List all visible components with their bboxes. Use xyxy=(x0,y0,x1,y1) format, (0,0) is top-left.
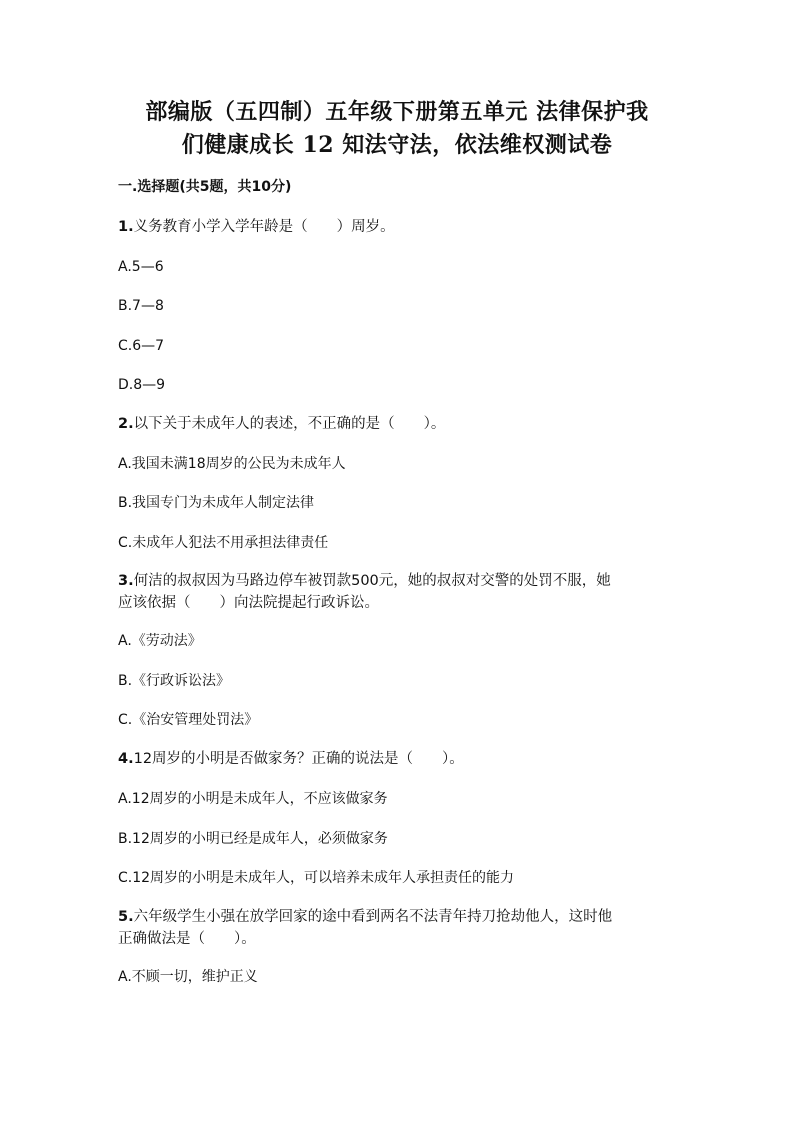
question-2-option-b: B.我国专门为未成年人制定法律 xyxy=(118,495,315,511)
question-text-line-1: 何洁的叔叔因为马路边停车被罚款500元，她的叔叔对交警的处罚不服，她 xyxy=(133,573,611,589)
section-heading: 一.选择题(共5题，共10分) xyxy=(118,179,292,195)
question-number: 3. xyxy=(118,573,134,589)
question-number: 2. xyxy=(118,416,134,432)
question-text: 义务教育小学入学年龄是（ ）周岁。 xyxy=(133,219,395,235)
question-2-option-c: C.未成年人犯法不用承担法律责任 xyxy=(118,535,329,551)
question-4-option-c: C.12周岁的小明是未成年人，可以培养未成年人承担责任的能力 xyxy=(118,870,515,886)
question-3-option-a: A.《劳动法》 xyxy=(118,633,202,649)
question-text-line-1: 六年级学生小强在放学回家的途中看到两名不法青年持刀抢劫他人，这时他 xyxy=(133,909,613,925)
question-1 xyxy=(118,216,395,238)
question-text: 以下关于未成年人的表述，不正确的是（ ）。 xyxy=(133,416,446,432)
question-4 xyxy=(118,748,464,770)
question-number: 5. xyxy=(118,909,134,925)
question-5-option-a: A.不顾一切，维护正义 xyxy=(118,969,258,985)
question-3-line-2: 应该依据（ ）向法院提起行政诉讼。 xyxy=(118,595,379,611)
page-title-line-2: 们健康成长 12 知法守法，依法维权测试卷 xyxy=(181,132,613,158)
question-number: 1. xyxy=(118,219,134,235)
question-5-line-2: 正确做法是（ ）。 xyxy=(118,931,256,947)
question-2-option-a: A.我国未满18周岁的公民为未成年人 xyxy=(118,456,346,472)
question-4-option-b: B.12周岁的小明已经是成年人，必须做家务 xyxy=(118,831,388,847)
question-3-option-c: C.《治安管理处罚法》 xyxy=(118,712,259,728)
question-4-option-a: A.12周岁的小明是未成年人，不应该做家务 xyxy=(118,791,388,807)
question-5 xyxy=(118,906,612,928)
page-title-line-1: 部编版（五四制）五年级下册第五单元 法律保护我 xyxy=(145,99,649,125)
question-1-option-c: C.6—7 xyxy=(118,338,165,354)
question-text: 12周岁的小明是否做家务？正确的说法是（ ）。 xyxy=(133,751,464,767)
question-number: 4. xyxy=(118,751,134,767)
question-1-option-d: D.8—9 xyxy=(118,377,166,393)
question-3-option-b: B.《行政诉讼法》 xyxy=(118,673,231,689)
question-2 xyxy=(118,413,445,435)
question-1-option-b: B.7—8 xyxy=(118,298,164,314)
question-3 xyxy=(118,570,611,592)
question-1-option-a: A.5—6 xyxy=(118,259,164,275)
